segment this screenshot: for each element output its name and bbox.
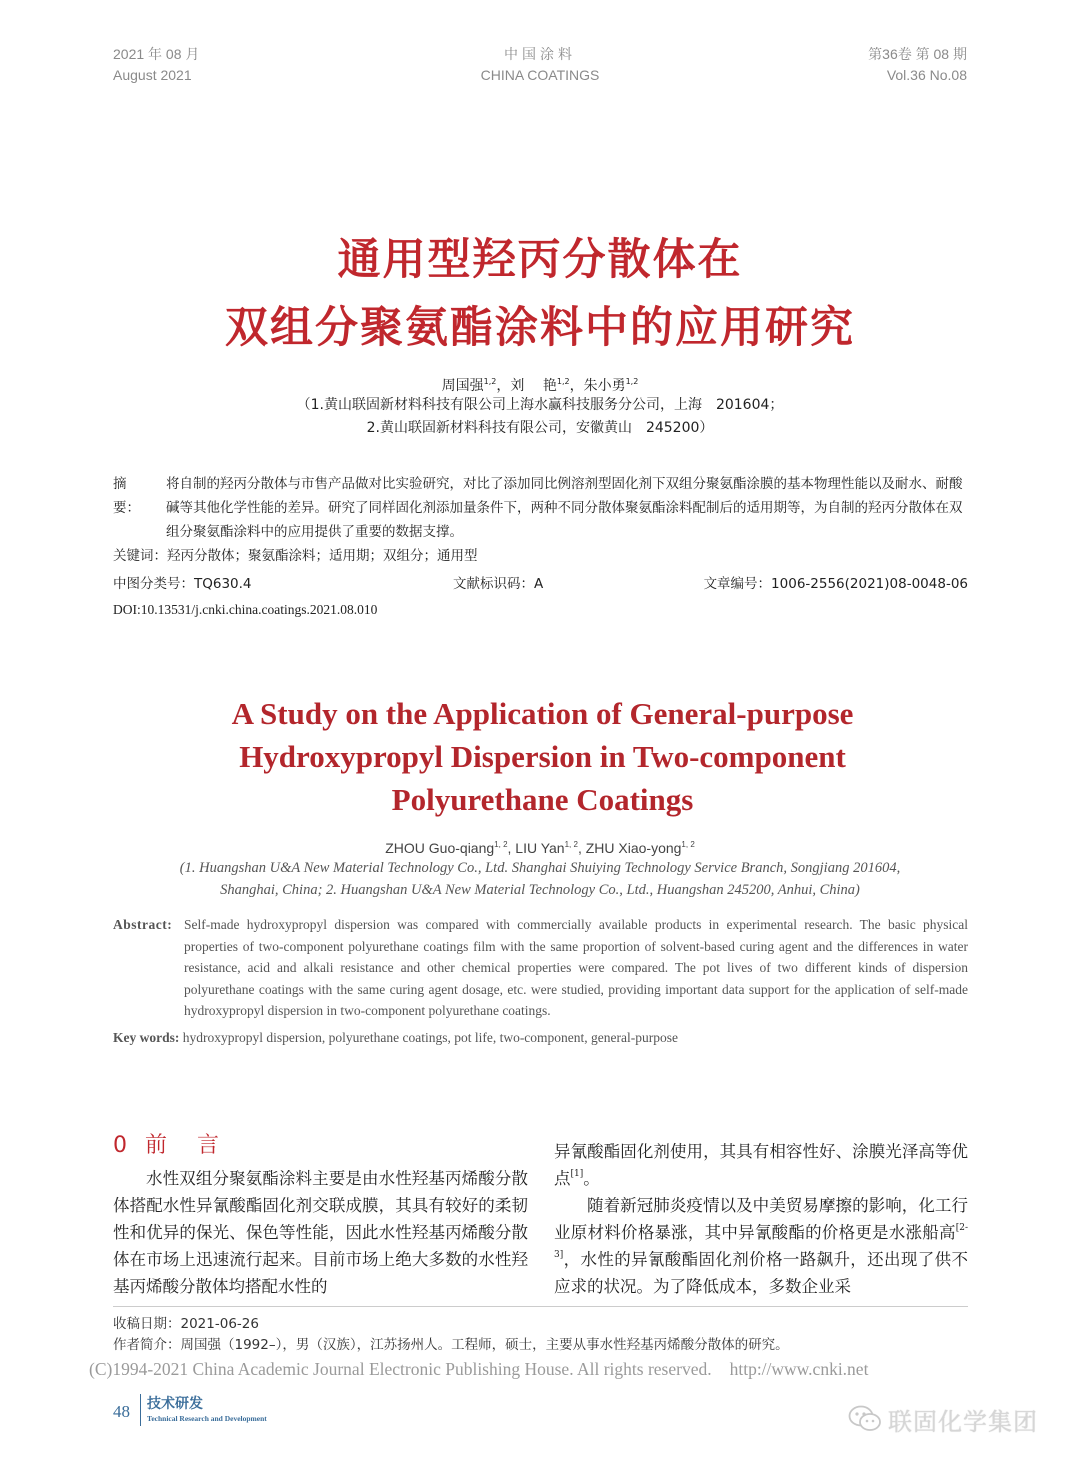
keywords-cn-label: 关键词： — [113, 548, 167, 564]
body-paragraph — [554, 1138, 968, 1192]
author-name: ZHU Xiao-yong — [585, 840, 682, 856]
section-number: 0 — [113, 1133, 131, 1158]
header-journal — [390, 44, 690, 86]
header-volume-cn: 第36卷 第 08 期 — [868, 46, 967, 62]
header-date-cn: 2021 年 08 月 — [113, 46, 200, 62]
header-volume — [868, 44, 967, 86]
doi: DOI:10.13531/j.cnki.china.coatings.2021.08.010 — [113, 602, 378, 617]
affiliation-en — [0, 857, 1080, 901]
author-sep: , — [507, 840, 516, 856]
abstract-en — [113, 914, 968, 1022]
citation: [2-3] — [554, 1223, 968, 1260]
title-en-line-2: Hydroxypropyl Dispersion in Two-component — [239, 739, 846, 774]
author-name: 朱小勇 — [583, 378, 626, 394]
author-sep: , — [577, 840, 586, 856]
author-sep: ， — [569, 378, 584, 394]
footnote-divider — [113, 1306, 968, 1307]
author-sup: 1,2 — [483, 377, 497, 386]
copyright-line — [89, 1356, 868, 1382]
footer-section-en: Technical Research and Development — [147, 1414, 267, 1423]
author-sep: ， — [496, 378, 511, 394]
watermark — [848, 1397, 1038, 1441]
author-name: LIU Yan — [515, 840, 565, 856]
body-column-left — [113, 1138, 528, 1300]
paper-title-en — [0, 692, 1080, 821]
affiliation-cn — [0, 394, 1080, 440]
author-sup: 1,2 — [625, 377, 639, 386]
footer-divider — [140, 1394, 141, 1426]
author-sup: 1, 2 — [681, 840, 695, 849]
wechat-icon — [848, 1404, 882, 1434]
keywords-cn-text: 羟丙分散体；聚氨酯涂料；适用期；双组分；通用型 — [167, 548, 478, 564]
affiliation-cn-line-1: （1.黄山联固新材料科技有限公司上海水赢科技服务分公司，上海 201604； — [296, 397, 784, 413]
author-sup: 1,2 — [556, 377, 570, 386]
title-cn-line-2: 双组分聚氨酯涂料中的应用研究 — [225, 303, 855, 353]
affiliation-en-line-2: Shanghai, China; 2. Huangshan U&A New Material Technology Co., Ltd., Huangshan 245200, Anhui, China) — [220, 882, 860, 898]
title-en-line-3: Polyurethane Coatings — [391, 782, 694, 817]
abstract-cn — [113, 472, 968, 544]
body-text: 。 — [583, 1169, 600, 1188]
header-date — [113, 44, 199, 86]
abstract-cn-text: 将自制的羟丙分散体与市售产品做对比实验研究，对比了添加同比例溶剂型固化剂下双组分聚氨酯涂膜的基本物理性能以及耐水、耐酸碱等其他化学性能的差异。研究了同样固化剂添加量条件下，两种不同分散体聚氨酯涂料配制后的适用期等，为自制的羟丙分散体在双组分聚氨酯涂料中的应用提供了重要的数据支撑。 — [166, 476, 963, 540]
author-bio: 作者简介：周国强（1992–），男（汉族），江苏扬州人。工程师，硕士，主要从事水性羟基丙烯酸分散体的研究。 — [113, 1337, 789, 1353]
author-name: 刘 艳 — [510, 378, 557, 394]
keywords-en — [113, 1027, 678, 1048]
document-code: 文献标识码：A — [453, 576, 544, 592]
body-paragraph — [554, 1192, 968, 1300]
keywords-cn — [113, 544, 478, 568]
header-journal-cn: 中国涂料 — [504, 46, 576, 62]
abstract-en-label: Abstract: — [113, 917, 173, 932]
affiliation-cn-line-2: 2.黄山联固新材料科技有限公司，安徽黄山 245200） — [366, 420, 714, 436]
body-text: ，水性的异氰酸酯固化剂价格一路飙升，还出现了供不应求的状况。为了降低成本，多数企业采 — [554, 1250, 968, 1296]
header-date-en: August 2021 — [113, 67, 192, 83]
title-en-line-1: A Study on the Application of General-purpose — [231, 696, 854, 731]
copyright-text: (C)1994-2021 China Academic Journal Electronic Publishing House. All rights reserved. — [89, 1359, 712, 1379]
header-volume-en: Vol.36 No.08 — [886, 67, 967, 83]
paper-title-cn — [0, 226, 1080, 362]
keywords-en-text: hydroxypropyl dispersion, polyurethane coatings, pot life, two-component, general-purpose — [182, 1030, 679, 1045]
keywords-en-label: Key words: — [113, 1030, 180, 1045]
body-column-right — [554, 1138, 968, 1300]
watermark-text: 联固化学集团 — [888, 1407, 1038, 1436]
body-text: 异氰酸酯固化剂使用，其具有相容性好、涂膜光泽高等优点 — [554, 1142, 968, 1188]
clc-number: 中图分类号：TQ630.4 — [113, 576, 252, 592]
author-name: 周国强 — [441, 378, 484, 394]
copyright-url: http://www.cnki.net — [729, 1359, 869, 1379]
body-paragraph: 水性双组分聚氨酯涂料主要是由水性羟基丙烯酸分散体搭配水性异氰酸酯固化剂交联成膜，其具有较好的柔韧性和优异的保光、保色等性能，因此水性羟基丙烯酸分散体在市场上迅速流行起来。目前市场上绝大多数的水性羟基丙烯酸分散体均搭配水性的 — [113, 1169, 528, 1296]
abstract-cn-label: 摘 要： — [113, 476, 140, 516]
body-text: 随着新冠肺炎疫情以及中美贸易摩擦的影响，化工行业原材料价格暴涨，其中异氰酸酯的价格更是水涨船高 — [554, 1196, 968, 1242]
received-date: 收稿日期：2021-06-26 — [113, 1316, 259, 1332]
affiliation-en-line-1: (1. Huangshan U&A New Material Technology Co., Ltd. Shanghai Shuiying Technology Service Branch, Songjiang 201604, — [179, 860, 901, 876]
authors-en — [0, 834, 1080, 859]
header-journal-en: CHINA COATINGS — [480, 67, 600, 83]
section-title: 前 言 — [145, 1133, 224, 1158]
footer-section-cn: 技术研发 — [147, 1396, 203, 1412]
author-name: ZHOU Guo-qiang — [385, 840, 495, 856]
author-sup: 1, 2 — [494, 840, 508, 849]
author-sup: 1, 2 — [564, 840, 578, 849]
page-number: 48 — [113, 1402, 130, 1421]
article-number: 文章编号：1006-2556(2021)08-0048-06 — [703, 576, 968, 592]
abstract-en-text: Self-made hydroxypropyl dispersion was compared with commercially available products in experimental research. The basic physical properties of two-component polyurethane coatings film with the same proportion of solvent-based curing agent and the differences in water resistance, acid and alkali resistance and other chemical properties were compared. The pot lives of two different kinds of dispersion polyurethane coatings with the same curing agent dosage, etc. were studied, providing important data support for the application of self-made hydroxypropyl dispersion in two-component polyurethane coatings. — [184, 917, 968, 1019]
title-cn-line-1: 通用型羟丙分散体在 — [337, 235, 743, 285]
citation: [1] — [570, 1169, 584, 1179]
